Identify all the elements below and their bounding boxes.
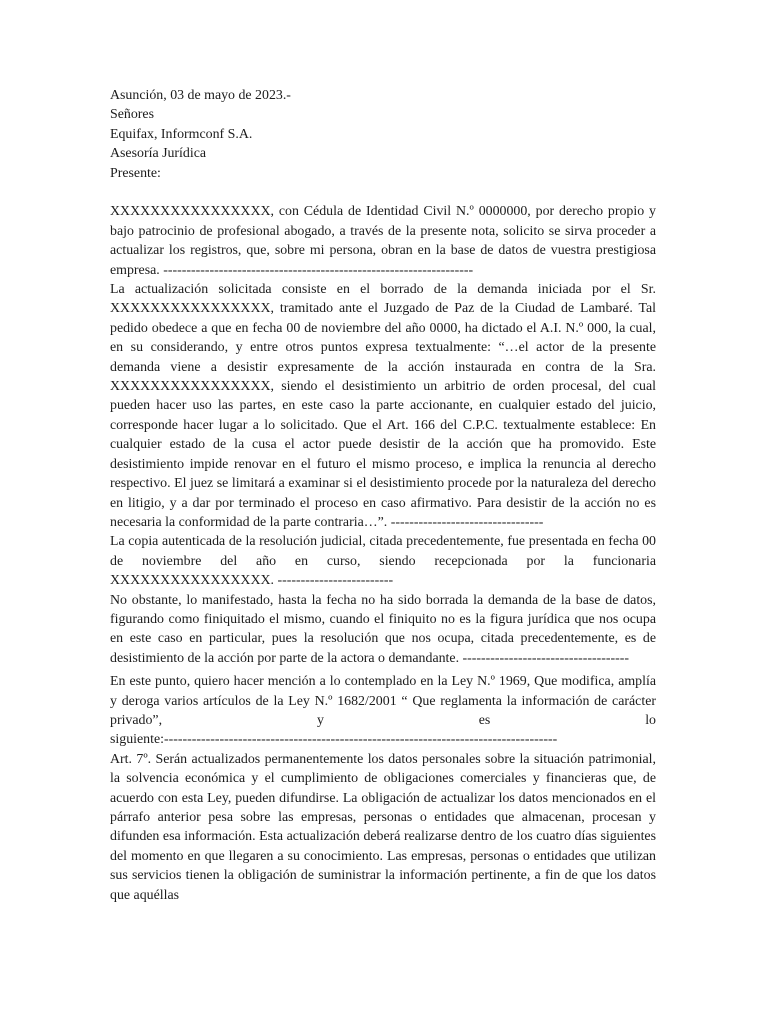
blank-line xyxy=(110,183,656,202)
paragraph-law-mention: En este punto, quiero hacer mención a lo contemplado en la Ley N.º 1969, Que modifica, amplía y deroga varios artículos de la Ley N.º 1682/2001 “ Que reglamenta la información de carácter privado”, y es lo xyxy=(110,674,656,728)
paragraph-request: XXXXXXXXXXXXXXXX, con Cédula de Identidad Civil N.º 0000000, por derecho propio y bajo patrocinio de profesional abogado, a través de la presente nota, solicito se sirva proceder a actualizar los registros, que, sobre mi persona, obran en la base de datos de vuestra prestigiosa empresa. ------------------------------------------------------------------- xyxy=(110,204,656,278)
letter-body xyxy=(110,86,656,905)
paragraph-notwithstanding: No obstante, lo manifestado, hasta la fecha no ha sido borrada la demanda de la base de datos, figurando como finiquitado el mismo, cuando el finiquito no es la figura jurídica que nos ocupa en este caso en particular, pues la resolución que nos ocupa, citada precedentemente, es de desistimiento de la acción por parte de la actora o demandante. ------------------------------------ xyxy=(110,592,656,666)
salutation: Señores xyxy=(110,107,154,123)
paragraph-authenticated-copy: La copia autenticada de la resolución judicial, citada precedentemente, fue presentada en fecha 00 de noviembre del año en curso, siendo recepcionada por la funcionaria XXXXXXXXXXXXXXXX. ------------------------- xyxy=(110,534,656,589)
recipient-name: Equifax, Informconf S.A. xyxy=(110,126,253,142)
presente-line: Presente: xyxy=(110,165,161,181)
paragraph-article-7: Art. 7º. Serán actualizados permanentemente los datos personales sobre la situación patrimonial, la solvencia económica y el cumplimiento de obligaciones comerciales y financieras que, de acuerdo con esta Ley, pueden difundirse. La obligación de actualizar los datos mencionados en el párrafo anterior pesa sobre las empresas, personas o entidades que almacenan, procesan y difunden esa información. Esta actualización deberá realizarse dentro de los cuatro días siguientes del momento en que llegaren a su conocimiento. Las empresas, personas o entidades que utilizan sus servicios tienen la obligación de suministrar la información pertinente, a fin de que los datos que aquéllas xyxy=(110,751,656,903)
paragraph-law-continuation: siguiente:------------------------------------------------------------------------------------- xyxy=(110,732,558,748)
paragraph-update-details: La actualización solicitada consiste en el borrado de la demanda iniciada por el Sr. XXXXXXXXXXXXXXXX, tramitado ante el Juzgado de Paz de la Ciudad de Lambaré. Tal pedido obedece a que en fecha 00 de noviembre del año 0000, ha dictado el A.I. N.º 000, la cual, en su considerando, y entre otros puntos expresa textualmente: “…el actor de la presente demanda viene a desistir expresamente de la acción instaurada en contra de la Sra. XXXXXXXXXXXXXXXX, siendo el desistimiento un arbitrio de orden procesal, del cual pueden hacer uso las partes, en este caso la parte accionante, en cualquier estado del juicio, corresponde hacer lugar a lo solicitado. Que el Art. 166 del C.P.C. textualmente establece: En cualquier estado de la cusa el actor puede desistir de la acción que ha promovido. Este desistimiento impide renovar en el futuro el mismo proceso, e implica la renuncia al derecho respectivo. El juez se limitará a examinar si el desistimiento procede por la naturaleza del derecho en litigio, y a dar por terminado el proceso en caso afirmativo. Para desistir de la acción no es necesaria la conformidad de la parte contraria…”. --------------------------------- xyxy=(110,282,656,530)
date-line: Asunción, 03 de mayo de 2023.- xyxy=(110,88,291,103)
recipient-department: Asesoría Jurídica xyxy=(110,146,207,162)
